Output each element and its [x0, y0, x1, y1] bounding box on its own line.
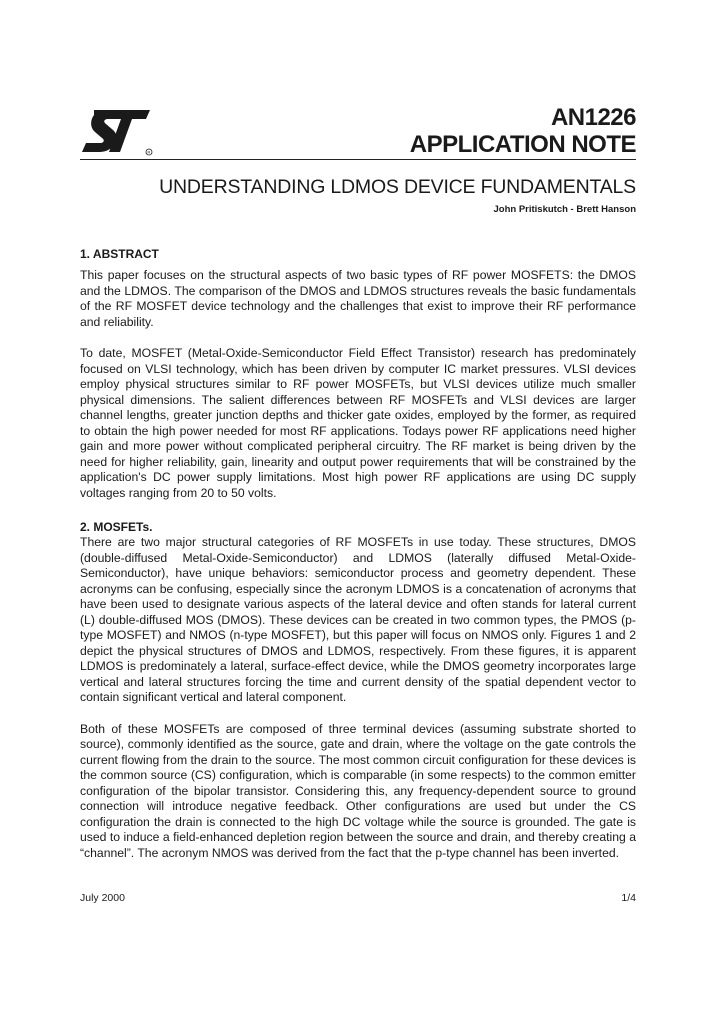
- section-heading: 1. ABSTRACT: [80, 247, 159, 261]
- paragraph: This paper focuses on the structural aspects of two basic types of RF power MOSFETS: the DMOS and the LDMOS. The comparison of the DMOS and LDMOS structures reveals the basic fundamentals of the RF MOSFET device technology and the challenges that exist to improve their RF performance and reliability.: [80, 268, 636, 329]
- paragraph: Both of these MOSFETs are composed of three terminal devices (assuming substrate shorted to source), commonly identified as the source, gate and drain, where the voltage on the gate controls the current flowing from the drain to the source. The most common circuit configuration for these devices is the common source (CS) configuration, which is comparable (in some respects) to the common emitter configuration of the bipolar transistor. Considering this, any frequency-dependent source to ground connection will introduce negative feedback. Other configurations are used but under the CS configuration the drain is connected to the high DC voltage while the source is grounded. The gate is used to induce a field-enhanced depletion region between the source and drain, and thereby creating a “channel”. The acronym NMOS was derived from the fact that the p-type channel has been inverted.: [80, 721, 636, 860]
- header-block: [410, 104, 636, 158]
- document-body: [80, 246, 636, 861]
- section-heading: 2. MOSFETs.: [80, 520, 153, 534]
- paragraph: To date, MOSFET (Metal-Oxide-Semiconductor Field Effect Transistor) research has predominately focused on VLSI technology, which has been driven by computer IC market pressures. VLSI devices employ physical structures similar to RF power MOSFETs, but VLSI devices utilize much smaller physical dimensions. The salient differences between RF MOSFETs and VLSI devices are larger channel lengths, greater junction depths and thicker gate oxides, employed by the former, as required to obtain the high power needed for most RF applications. Todays power RF applications need higher gain and more power without complicated peripheral circuitry. The RF market is being driven by the need for higher reliability, gain, linearity and output power requirements that will be constrained by the application's DC power supply limitations. Most high power RF applications are using DC supply voltages ranging from 20 to 50 volts.: [80, 346, 636, 500]
- st-logo: [80, 106, 154, 158]
- header-divider: [80, 159, 636, 160]
- document-title: UNDERSTANDING LDMOS DEVICE FUNDAMENTALS: [159, 176, 636, 198]
- section-abstract: [80, 246, 636, 501]
- section-mosfets: [80, 519, 636, 861]
- registered-mark: R: [147, 149, 151, 155]
- authors: John Pritiskutch - Brett Hanson: [493, 204, 636, 215]
- page-number: 1/4: [621, 892, 636, 904]
- application-note-number: AN1226: [550, 104, 636, 131]
- document-type: APPLICATION NOTE: [409, 131, 636, 158]
- footer-date: July 2000: [80, 892, 125, 904]
- paragraph: There are two major structural categories of RF MOSFETs in use today. These structures, DMOS (double-diffused Metal-Oxide-Semiconductor) and LDMOS (laterally diffused Metal-Oxide-Semiconductor), have unique behaviors: semiconductor process and geometry dependent. These acronyms can be confusing, especially since the acronym LDMOS is a concatenation of acronyms that have been used to designate various aspects of the lateral device and often stands for lateral current (L) double-diffused MOS (DMOS). These devices can be created in two common types, the PMOS (p-type MOSFET) and NMOS (n-type MOSFET), but this paper will focus on NMOS only. Figures 1 and 2 depict the physical structures of DMOS and LDMOS, respectively. From these figures, it is apparent LDMOS is predominately a lateral, surface-effect device, while the DMOS geometry incorporates large vertical and lateral structures forcing the time and current density of the spatial dependent vector to contain significant vertical and lateral component.: [80, 535, 636, 704]
